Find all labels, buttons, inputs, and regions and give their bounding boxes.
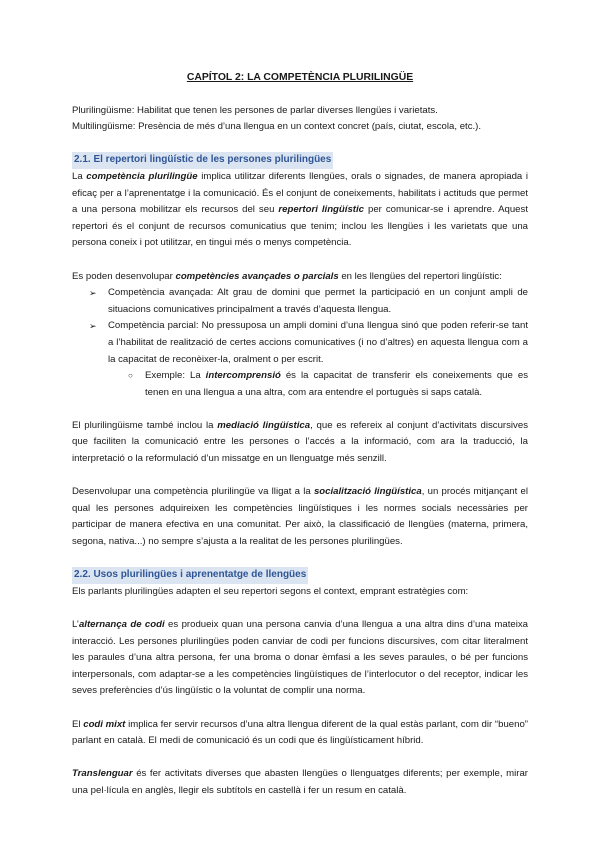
paragraph-plurilingual-competence: La competència plurilingüe implica utilitzar diferents llengües, orals o signades, de manera apropiada i eficaç per a l’aprenentatge i la comunicació. És el conjunt de coneixements, habilitats i actituds que permet a una persona mobilitzar els recursos del seu repertori lingüístic per comunicar-se i aprendre. Aquest repertori és el conjunt de recursos comunicatius que tenim; inclou les llengües i les varietats que una persona coneix i pot utilitzar, en tingui més o menys competència.: [72, 170, 528, 249]
document-page: [72, 70, 528, 800]
section-heading-2-2: 2.2. Usos plurilingües i aprenentatge de llengües: [72, 567, 308, 584]
term-repertori-linguistic: repertori lingüístic: [278, 204, 364, 216]
bullet-partial-competence: ➢ Competència parcial: No pressuposa un ampli domini d’una llengua sinó que poden referir-se tant a l’habilitat de realització de certes accions comunicatives (i no d’altres) en aquesta llengua com a la capacitat de reconèixer-la, oralment o per escrit.: [89, 320, 528, 365]
paragraph-usage-intro: Els parlants plurilingües adapten el seu repertori segons el context, emprant estratègies com:: [72, 585, 469, 597]
paragraph-mediation: El plurilingüisme també inclou la mediació lingüística, que es refereix al conjunt d’activitats discursives que faciliten la comunicació entre les persones o l’accés a la informació, com ara la traducció, la interpretació o la reformulació d’un missatge en un llenguatge més senzill.: [72, 419, 528, 465]
paragraph-mixed-code: El codi mixt implica fer servir recursos d’una altra llengua diferent de la qual estàs parlant, com dir “bueno” parlant en català. El medi de comunicació és un codi que és lingüísticament híbrid.: [72, 718, 528, 747]
term-socialitzacio-linguistica: socialització lingüística: [313, 486, 422, 498]
bullet-advanced-competence: ➢ Competència avançada: Alt grau de domini que permet la participació en un conjunt ampli de situacions comunicatives principalment a través d’aquesta llengua.: [89, 287, 528, 315]
paragraph-code-switching: L’alternança de codi es produeix quan una persona canvia d’una llengua a una altra dins d’una mateixa interacció. Les persones plurilingües poden canviar de codi per funcions discursives, com citar literalment les paraules d’una altra persona, fer una broma o donar èmfasi a les seves paraules, o bé per funcions interpersonals, com adaptar-se a les competències lingüístiques de l’interlocutor o del receptor, indicar les seves preferències d’ús lingüístic o la voluntat de complir una norma.: [72, 619, 528, 697]
paragraph-translanguaging: Translenguar és fer activitats diverses que abasten llengües o llenguatges diferents; per exemple, mirar una pel·lícula en anglès, llegir els subtítols en castellà i fer un resum en català.: [72, 768, 528, 796]
section-heading-2-1: 2.1. El repertori lingüístic de les persones plurilingües: [72, 152, 333, 169]
circle-bullet-icon: ○: [128, 371, 133, 381]
paragraph-competencies-intro: Es poden desenvolupar competències avançades o parcials en les llengües del repertori lingüístic:: [72, 270, 502, 282]
definition-multilingualism: Multilingüisme: Presència de més d’una llengua en un context concret (país, ciutat, escola, etc.).: [72, 121, 482, 133]
term-codi-mixt: codi mixt: [83, 718, 126, 730]
term-competencies-avancades: competències avançades o parcials: [175, 270, 339, 282]
arrow-bullet-icon: ➢: [89, 288, 97, 299]
term-mediacio-linguistica: mediació lingüística: [217, 419, 311, 431]
definition-plurilingualism: Plurilingüisme: Habilitat que tenen les persones de parlar diverses llengües i varietats.: [72, 104, 438, 116]
term-competencia-plurilingue: competència plurilingüe: [86, 170, 198, 182]
term-translenguar: Translenguar: [72, 768, 133, 780]
sub-bullet-example: ○ Exemple: La intercomprensió és la capacitat de transferir els coneixements que es tenen en una llengua a una altra, com ara entendre el portuguès si saps català.: [128, 370, 528, 398]
term-intercomprensio: intercomprensió: [205, 370, 281, 382]
paragraph-socialization: Desenvolupar una competència plurilingüe va lligat a la socialització lingüística, un procés mitjançant el qual les persones adquireixen les competències lingüístiques i les normes socials necessàries per participar de manera efectiva en una comunitat. Per això, la classificació de llengües (materna, primera, segona, nativa...) no sempre s’ajusta a la realitat de les persones plurilingües.: [72, 486, 528, 548]
chapter-title: CAPÍTOL 2: LA COMPETÈNCIA PLURILINGÜE: [186, 72, 414, 83]
arrow-bullet-icon: ➢: [89, 321, 97, 332]
term-alternanca-de-codi: alternança de codi: [78, 619, 165, 630]
